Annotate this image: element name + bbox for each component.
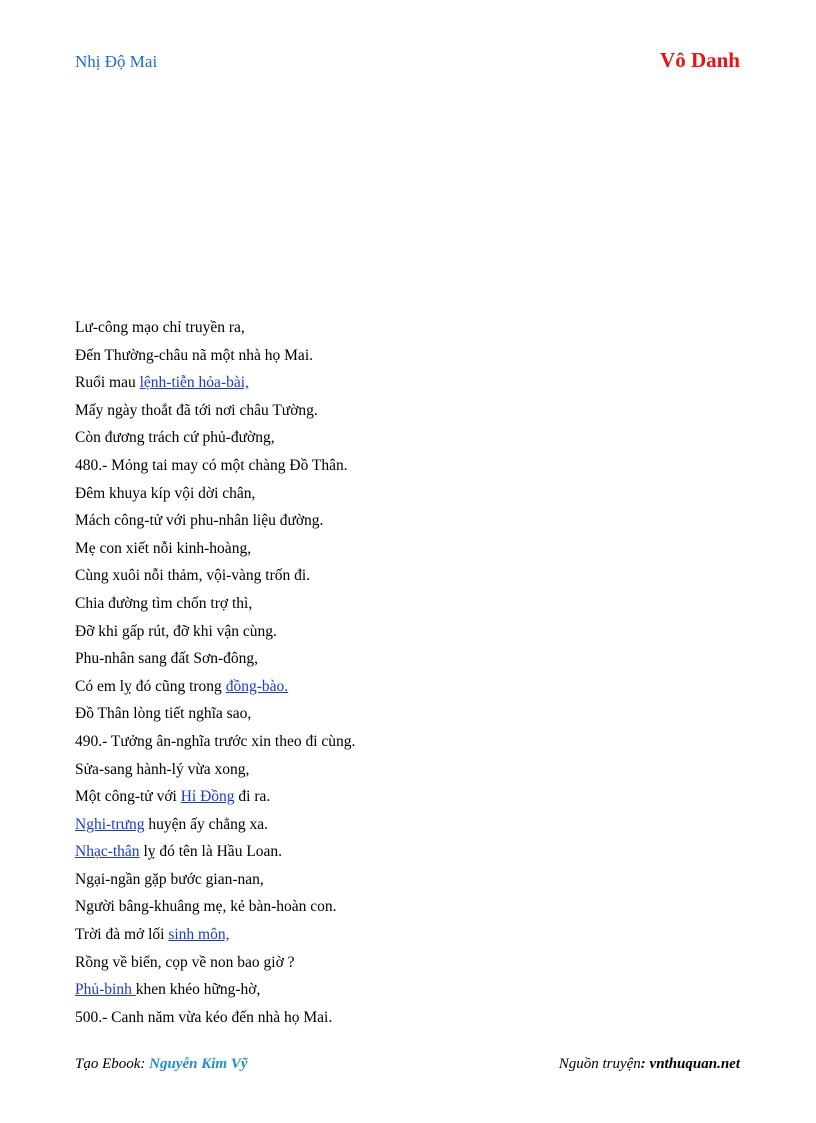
poem-line — [75, 507, 355, 535]
poem-text: Ngại-ngần gặp bước gian-nan, — [75, 870, 264, 888]
footnote-link[interactable]: Nhạc-thân — [75, 843, 140, 861]
poem-line — [75, 673, 355, 701]
poem-line — [75, 645, 355, 673]
poem-text: Rồng về biển, cọp về non bao giờ ? — [75, 953, 295, 971]
poem-line — [75, 838, 355, 866]
ebook-credit-separator: : — [140, 1056, 150, 1072]
source-credit-label: Nguồn truyện — [558, 1056, 641, 1072]
poem-text: Sửa-sang hành-lý vừa xong, — [75, 760, 250, 778]
poem-text: Mách công-tử với phu-nhân liệu đường. — [75, 512, 324, 530]
poem-line — [75, 893, 355, 921]
poem-line — [75, 783, 355, 811]
poem-line — [75, 866, 355, 894]
poem-text: Trời đà mở lối — [75, 926, 169, 944]
poem-line — [75, 590, 355, 618]
poem-line — [75, 1004, 355, 1032]
poem-text: Ruổi mau — [75, 374, 140, 392]
poem-text: lỵ đó tên là Hầu Loan. — [139, 843, 283, 861]
poem-line — [75, 811, 355, 839]
source-credit-separator: : — [640, 1056, 650, 1072]
poem-text: Đồ Thân lòng tiết nghĩa sao, — [75, 705, 252, 723]
poem-text: khen khéo hững-hờ, — [135, 981, 261, 999]
poem-line — [75, 756, 355, 784]
poem-line — [75, 314, 355, 342]
poem-text: Cùng xuôi nỗi thảm, vội-vàng trốn đi. — [75, 567, 311, 585]
poem-text: Mấy ngày thoắt đã tới nơi châu Tường. — [75, 401, 318, 419]
poem-text: Người bâng-khuâng mẹ, kẻ bàn-hoàn con. — [75, 898, 337, 916]
poem-text: Lư-công mạo chỉ truyền ra, — [75, 319, 245, 336]
ebook-credit-label: Tạo Ebook — [75, 1056, 141, 1072]
poem-line — [75, 397, 355, 425]
footnote-link[interactable]: đồng-bào. — [225, 677, 289, 695]
poem-line — [75, 452, 355, 480]
poem-text: 480.- Mỏng tai may có một chàng Đồ Thân. — [75, 456, 348, 474]
poem-line — [75, 921, 355, 949]
ebook-credit — [75, 1056, 248, 1073]
poem-line — [75, 342, 355, 370]
poem-line — [75, 562, 355, 590]
poem-text: Mẹ con xiết nỗi kinh-hoàng, — [75, 539, 252, 557]
footnote-link[interactable]: Nghi-trưng — [75, 815, 145, 833]
footnote-link[interactable]: lệnh-tiễn hỏa-bài, — [139, 374, 249, 392]
poem-line — [75, 618, 355, 646]
poem-text: 500.- Canh năm vừa kéo đến nhà họ Mai. — [75, 1008, 333, 1026]
footnote-link[interactable]: Hỉ Đồng — [180, 788, 235, 806]
poem-line — [75, 535, 355, 563]
poem-text: Đỡ khi gấp rút, đỡ khi vận cùng. — [75, 622, 277, 640]
poem-body — [75, 314, 355, 1031]
source-credit — [559, 1056, 740, 1073]
footnote-link[interactable]: Phủ-binh — [75, 981, 136, 999]
poem-line — [75, 976, 355, 1004]
poem-text: 490.- Tưởng ân-nghĩa trước xin theo đi cùng. — [75, 732, 356, 750]
ebook-creator-name: Nguyễn Kim Vỹ — [149, 1056, 248, 1072]
poem-line — [75, 480, 355, 508]
poem-text: huyện ấy chẳng xa. — [144, 815, 269, 833]
poem-text: Chia đường tìm chốn trợ thì, — [75, 594, 253, 612]
poem-line — [75, 949, 355, 977]
poem-line — [75, 369, 355, 397]
source-site: vnthuquan.net — [649, 1056, 740, 1072]
poem-text: Phu-nhân sang đất Sơn-đông, — [75, 650, 258, 668]
author-name: Vô Danh — [660, 48, 740, 72]
poem-text: Còn đương trách cứ phủ-đường, — [75, 429, 275, 447]
poem-text: Đến Thường-châu nã một nhà họ Mai. — [75, 346, 313, 364]
poem-text: Có em lỵ đó cũng trong — [75, 677, 226, 695]
poem-line — [75, 728, 355, 756]
poem-text: Đêm khuya kíp vội dời chân, — [75, 484, 256, 502]
footnote-link[interactable]: sinh môn, — [168, 926, 230, 944]
poem-text: đi ra. — [234, 788, 271, 806]
book-title: Nhị Độ Mai — [75, 52, 158, 71]
poem-line — [75, 424, 355, 452]
poem-line — [75, 700, 355, 728]
poem-text: Một công-tử với — [75, 788, 181, 806]
